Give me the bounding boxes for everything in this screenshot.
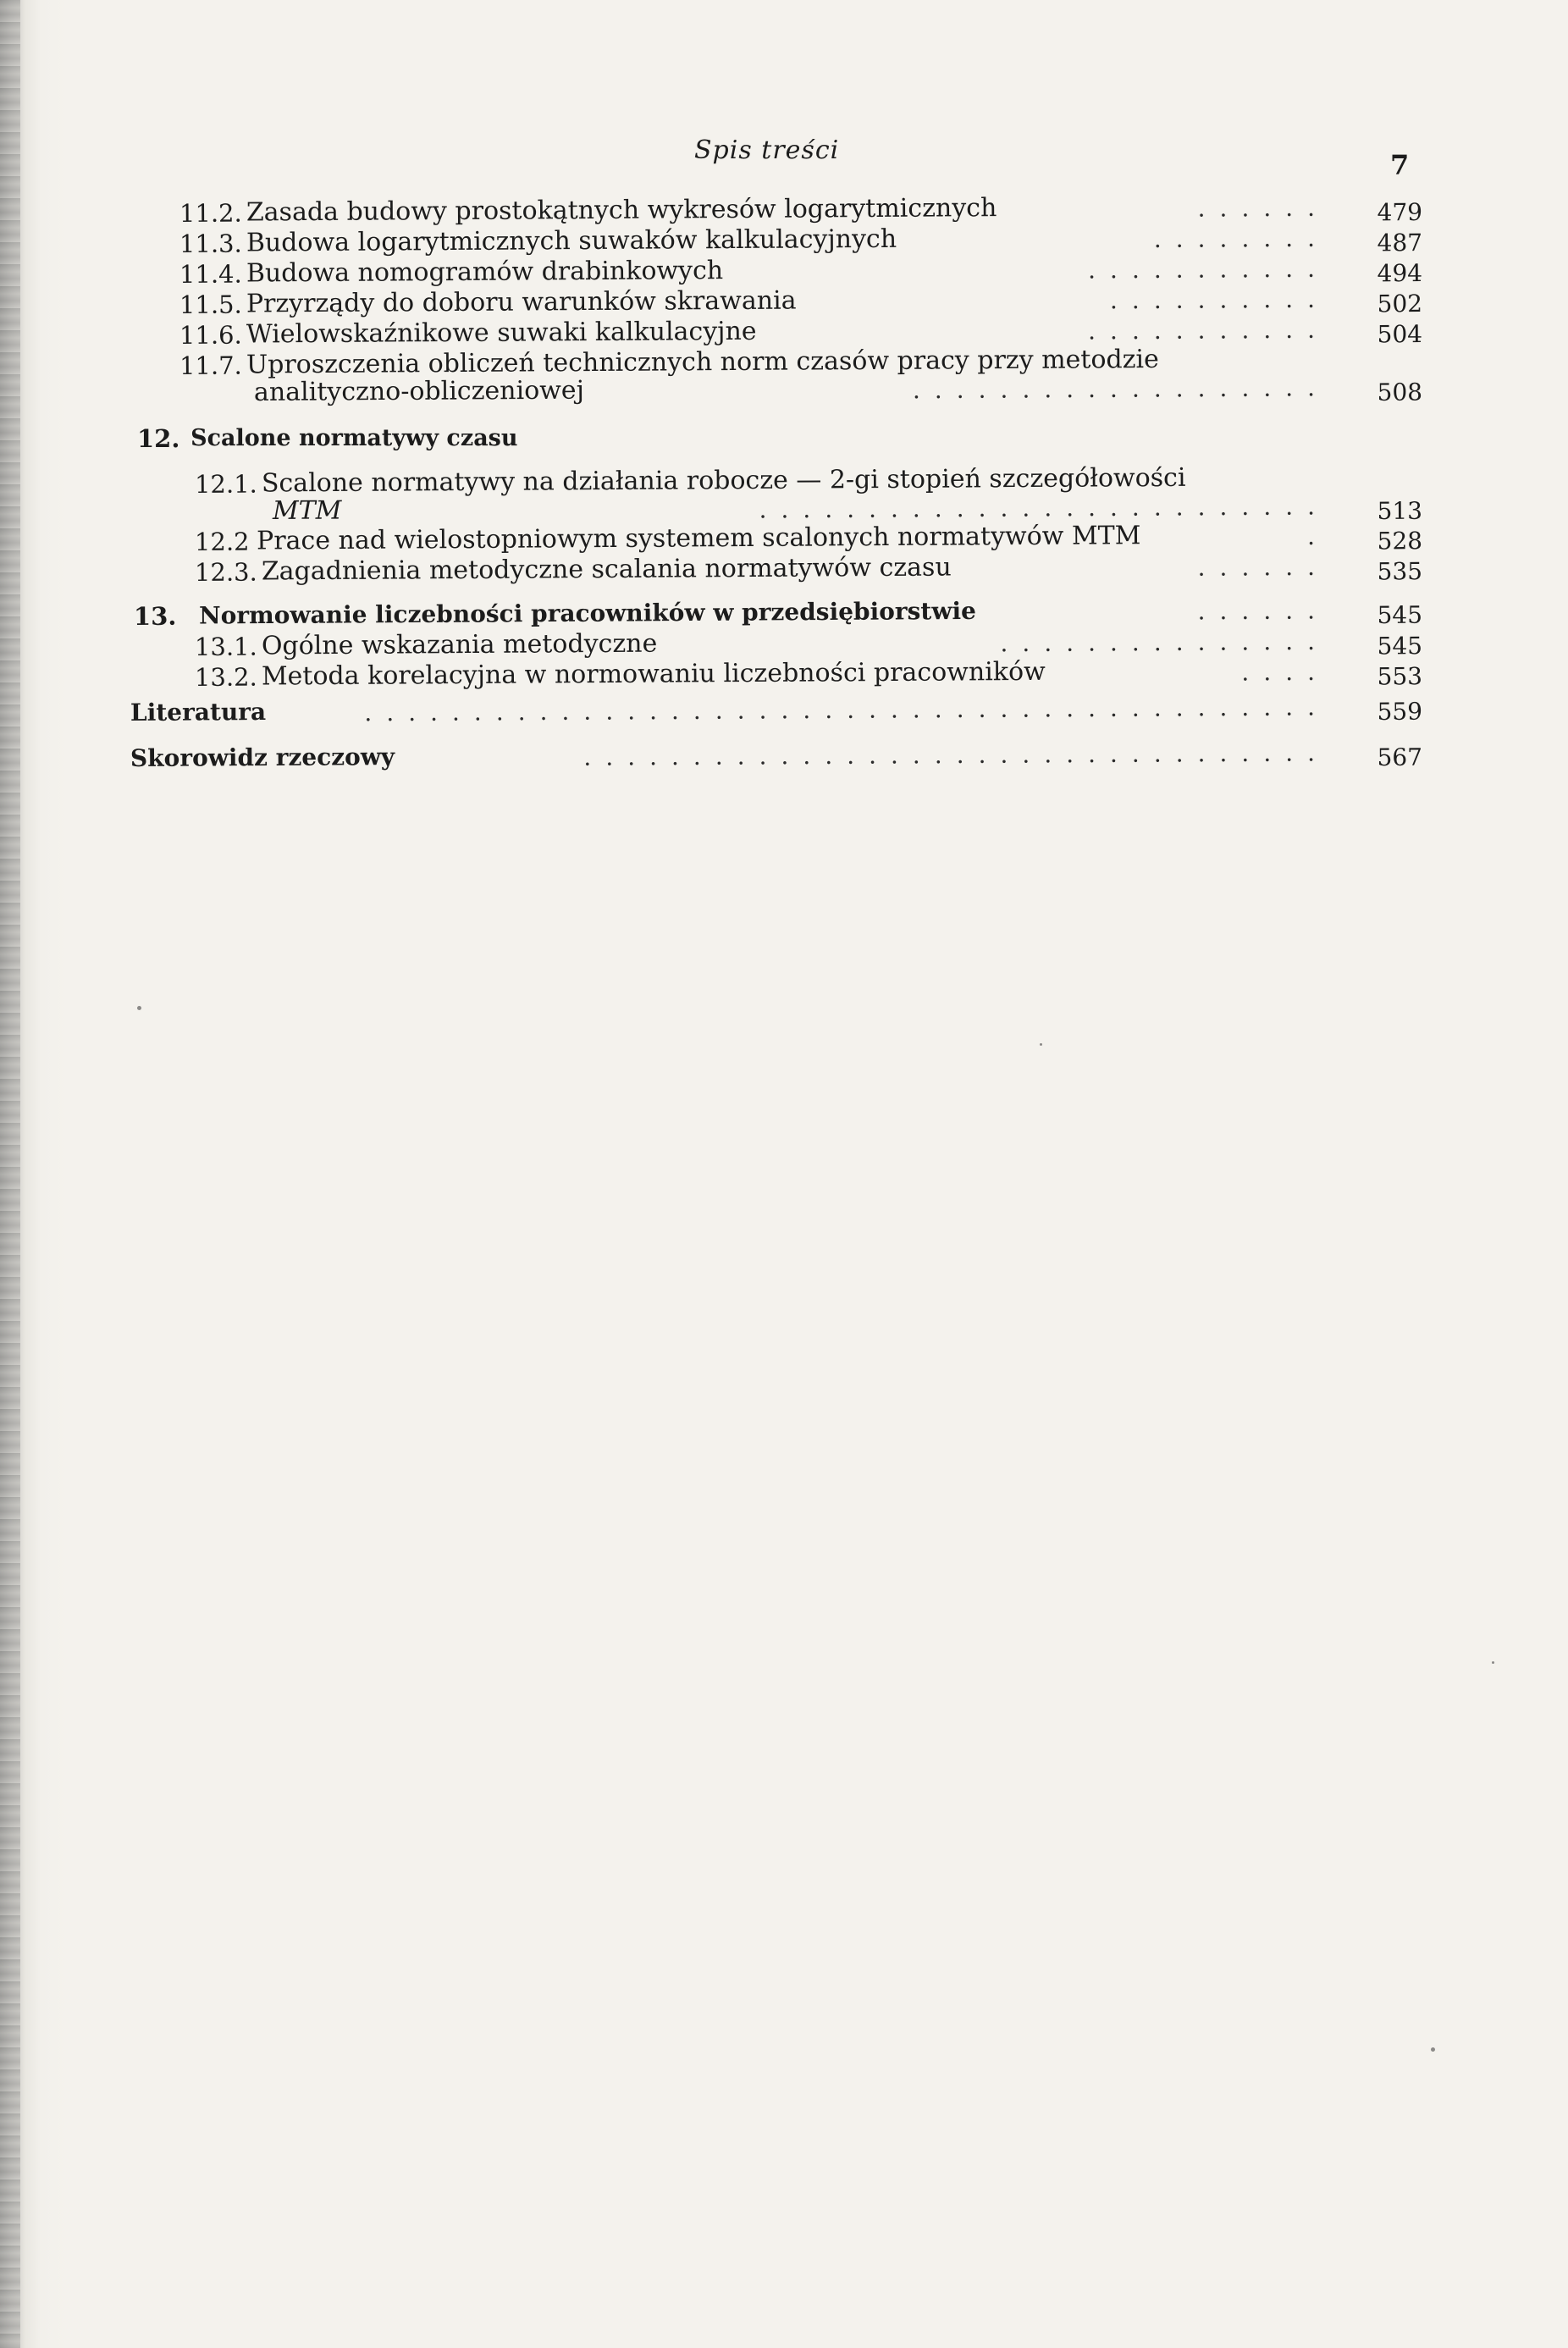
toc-entry-label: Scalone normatywy na działania robocze — 2-gi stopień szczegółowości [261,462,1186,499]
toc-entry-page: 535 [1377,557,1423,586]
toc-entry[interactable] [195,655,1422,693]
toc-entry-page: 504 [1377,320,1423,349]
table-of-contents [127,193,1423,774]
toc-entry-label: Budowa logarytmicznych suwaków kalkulacyjnych [246,224,897,258]
toc-entry-label: Metoda korelacyjna w normowaniu liczebności pracowników [261,656,1046,692]
toc-entry-number: 12.1. [194,469,257,499]
toc-leader-dots: . [1306,522,1330,550]
toc-entry-number: 11.3. [179,229,242,258]
toc-entry-number: 13.1. [194,632,257,661]
toc-entry-label: Uproszczenia obliczeń technicznych norm czasów pracy przy metodzie [246,344,1159,380]
toc-entry-label-continuation: analityczno-obliczeniowej [253,375,585,407]
toc-leader-dots: .................................. [583,738,1330,771]
toc-entry-label: Wielowskaźnikowe suwaki kalkulacyjne [246,316,757,350]
toc-leader-dots: ............... [1000,627,1330,658]
toc-entry-number: 11.4. [179,259,242,289]
toc-leader-dots: ........... [1087,254,1330,285]
page-title: Spis treści [694,135,840,165]
toc-top-label: Literatura [130,698,267,726]
toc-entry-page: 545 [1377,600,1423,630]
toc-entry-page: 559 [1377,697,1423,726]
page-binding-edge [0,0,20,2348]
toc-entry-number: 11.6. [179,320,242,350]
toc-leader-dots: ...... [1197,193,1330,223]
toc-entry-page: 487 [1377,229,1423,257]
running-head [0,135,1568,181]
toc-leader-dots: ........... [1087,315,1330,345]
toc-top-entry[interactable] [130,690,1422,728]
toc-entry-number: 13.2. [194,662,257,692]
toc-section-label: Scalone normatywy czasu [190,425,518,451]
toc-entry-continuation [254,371,1422,408]
toc-entry-page: 502 [1377,290,1423,318]
paper-speck [1431,2047,1435,2052]
toc-entry-label: Prace nad wielostopniowym systemem scalonych normatywów MTM [256,521,1141,556]
toc-entry-page: 513 [1377,496,1423,526]
toc-top-entry[interactable] [130,736,1422,774]
toc-entry-label: Przyrządy do doboru warunków skrawania [246,285,797,319]
toc-leader-dots: ........ [1153,224,1330,253]
paper-speck [1492,1661,1494,1664]
toc-leader-dots: ............................................ [364,693,1330,727]
toc-section-heading[interactable] [137,423,1422,454]
toc-leader-dots: .... [1241,657,1330,687]
toc-entry-number: 11.5. [179,290,242,319]
toc-entry-label: Zasada budowy prostokątnych wykresów logarytmicznych [246,193,997,228]
toc-entry-page: 567 [1377,743,1423,772]
toc-entry-page: 494 [1377,259,1423,288]
toc-entry-number: 11.2. [179,198,242,228]
toc-leader-dots: ...... [1197,552,1330,582]
page-number: 7 [1390,149,1410,181]
toc-entry-page: 479 [1377,198,1423,227]
toc-leader-dots: .......... [1109,285,1330,315]
toc-section-number: 13. [133,601,177,631]
toc-entry-number: 12.3. [194,557,257,587]
toc-top-label: Skorowidz rzeczowy [130,743,395,772]
toc-entry-label-continuation: MTM [272,495,342,526]
toc-leader-dots: ................... [912,373,1330,405]
toc-entry-number: 11.7. [179,351,242,380]
toc-entry-label: Budowa nomogramów drabinkowych [246,256,724,289]
toc-entry-number: 12.2 [194,527,250,556]
toc-entry-page: 528 [1377,527,1423,555]
toc-section-number: 12. [137,424,180,453]
toc-entry-page: 508 [1377,378,1423,406]
toc-entry[interactable] [195,550,1422,588]
toc-entry-label: Ogólne wskazania metodyczne [261,628,658,661]
toc-entry-page: 553 [1377,662,1423,691]
toc-leader-dots: .......................... [759,492,1330,524]
toc-section-label: Normowanie liczebności pracowników w przedsiębiorstwie [198,596,976,630]
paper-speck [137,1006,141,1010]
toc-entry-label: Zagadnienia metodyczne scalania normatywów czasu [261,552,952,587]
toc-leader-dots: ...... [1197,596,1330,626]
toc-entry-page: 545 [1377,632,1423,660]
paper-speck [1040,1043,1042,1046]
